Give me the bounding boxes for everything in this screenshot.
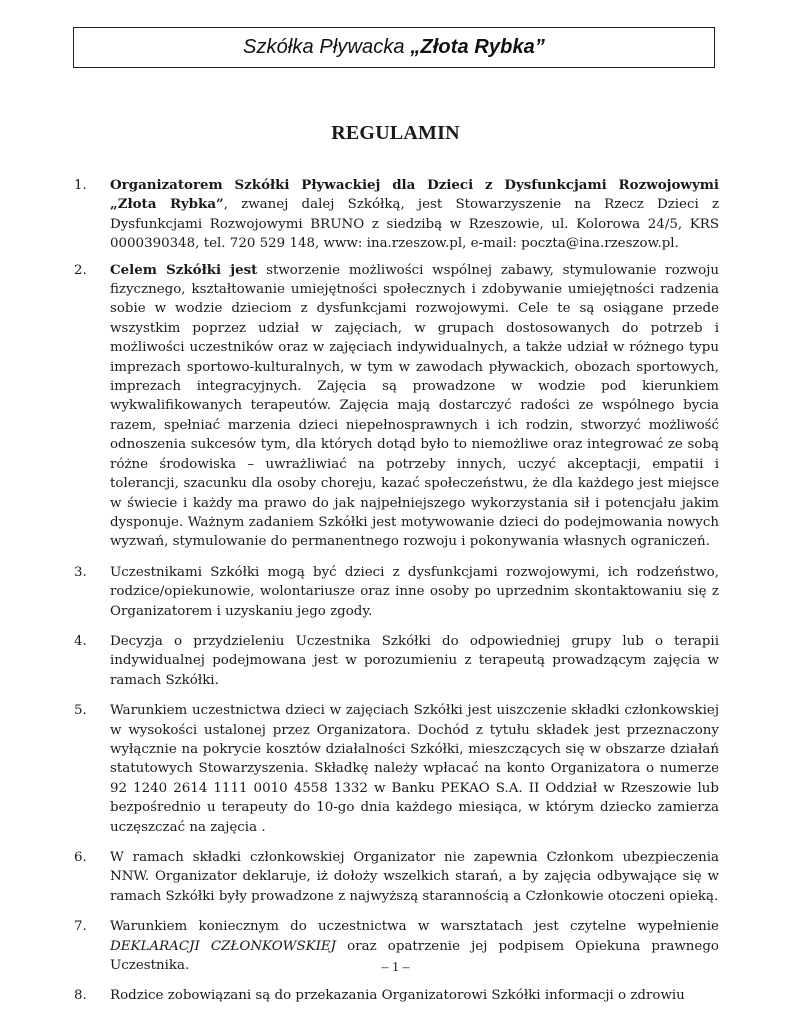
header-box [73, 27, 715, 68]
list-item [74, 986, 719, 1005]
page-title: REGULAMIN [331, 122, 460, 144]
item-number: 8. [74, 988, 87, 1004]
header-prefix: Szkółka Pływacka [243, 36, 411, 58]
item-italic-text: DEKLARACJI CZŁONKOWSKIEJ [110, 938, 337, 954]
list-item [74, 701, 719, 837]
item-number: 1. [74, 178, 87, 193]
item-text: W ramach składki członkowskiej Organizator nie zapewnia Członkom ubezpieczenia NNW. Organizator deklaruje, iż dołoży wszelkich starań, a by zajęcia odbywające się w ramach Szkółki były prowadzone z najwyższą starannością a Członkowie otoczeni opieką. [110, 850, 719, 904]
item-bold-text: Organizatorem Szkółki Pływackiej dla Dzieci z Dysfunkcjami Rozwojowymi „Złota Rybka” [110, 177, 719, 213]
item-text: Rodzice zobowiązani są do przekazania Organizatorowi Szkółki informacji o zdrowiu [110, 988, 685, 1004]
list-item [74, 176, 719, 254]
item-number: 6. [74, 850, 87, 865]
item-text: Uczestnikami Szkółki mogą być dzieci z dysfunkcjami rozwojowymi, ich rodzeństwo, rodzice/opiekunowie, wolontariusze oraz inne osoby po uprzednim skontaktowaniu się z Organizatorem i uzyskaniu jego zgody. [110, 564, 719, 619]
item-text: , zwanej dalej Szkółką, jest Stowarzyszenie na Rzecz Dzieci z Dysfunkcjami Rozwojowymi BRUNO z siedzibą w Rzeszowie, ul. Kolorowa 24/5, KRS 0000390348, tel. 720 529 148, www: ina.rzeszow.pl, e-mail: poczta@ina.rzeszow.pl. [110, 197, 720, 252]
item-number: 2. [74, 262, 87, 278]
item-number: 5. [74, 703, 87, 719]
list-item [74, 848, 719, 906]
item-number: 4. [74, 633, 87, 649]
list-item [74, 632, 719, 690]
item-text: Warunkiem uczestnictwa dzieci w zajęciach Szkółki jest uiszczenie składki członkowskiej w wysokości ustalonej przez Organizatora. Dochód z tytułu składek jest przeznaczony wyłącznie na pokrycie kosztów działalności Szkółki, mieszczących się w obszarze działań statutowych Stowarzyszenia. Składkę należy wpłacać na konto Organizatora o numerze 92 1240 2614 1111 0010 4558 1332 w Banku PEKAO S.A. II Oddział w Rzeszowie lub bezpośrednio u terapeuty do 10-go dnia każdego miesiąca, w którym dziecko zamierza uczęszczać na zajęcia . [110, 703, 719, 835]
header-school-name: „Złota Rybka” [410, 36, 545, 58]
item-text-continued: oraz opatrzenie jej podpisem Opiekuna prawnego Uczestnika. [110, 938, 719, 974]
item-text: stworzenie możliwości wspólnej zabawy, stymulowanie rozwoju fizycznego, kształtowanie umiejętności społecznych i zdobywanie umiejętności radzenia sobie w wodzie dzieciom z dysfunkcjami rozwojowymi. Cele te są osiągane przede wszystkim poprzez udział w zajęciach, w grupach dostosowanych do potrzeb i możliwości uczestników oraz w zajęciach indywidualnych, a także udział w różnego typu imprezach sportowo-kulturalnych, w tym w zawodach pływackich, obozach sportowych, imprezach integracyjnych. Zajęcia są prowadzone w wodzie pod kierunkiem wykwalifikowanych terapeutów. Zajęcia mają dostarczyć radości ze wspólnego bycia razem, spełniać marzenia dzieci niepełnosprawnych i ich rodzin, stworzyć możliwość odnoszenia sukcesów tym, dla których dotąd było to niemożliwe oraz integrować ze sobą różne środowiska – uwrażliwiać na potrzeby innych, uczyć akceptacji, empatii i tolerancji, szacunku dla osoby choreju, kazać społeczeństwu, że dla każdego jest miejsce w świecie i każdy ma prawo do jak najpełniejszego wykorzystania sił i potencjału jakim dysponuje. Ważnym zadaniem Szkółki jest motywowanie dzieci do podejmowania nowych wyzwań, stymulowanie do permanentnego rozwoju i pokonywania własnych ograniczeń. [110, 262, 719, 550]
item-text: Decyzja o przydzieleniu Uczestnika Szkółki do odpowiedniej grupy lub o terapii indywidualnej podejmowana jest w porozumieniu z terapeutą prowadzącym zajęcia w ramach Szkółki. [110, 633, 719, 688]
item-number: 7. [74, 919, 87, 935]
item-number: 3. [74, 564, 87, 580]
page-number: – 1 – [381, 960, 410, 975]
regulations-list [74, 176, 719, 1006]
item-bold-text: Celem Szkółki jest [110, 261, 258, 278]
list-item [74, 563, 719, 621]
list-item [74, 261, 719, 552]
item-text: Warunkiem koniecznym do uczestnictwa w warsztatach jest czytelne wypełnienie [110, 919, 719, 935]
